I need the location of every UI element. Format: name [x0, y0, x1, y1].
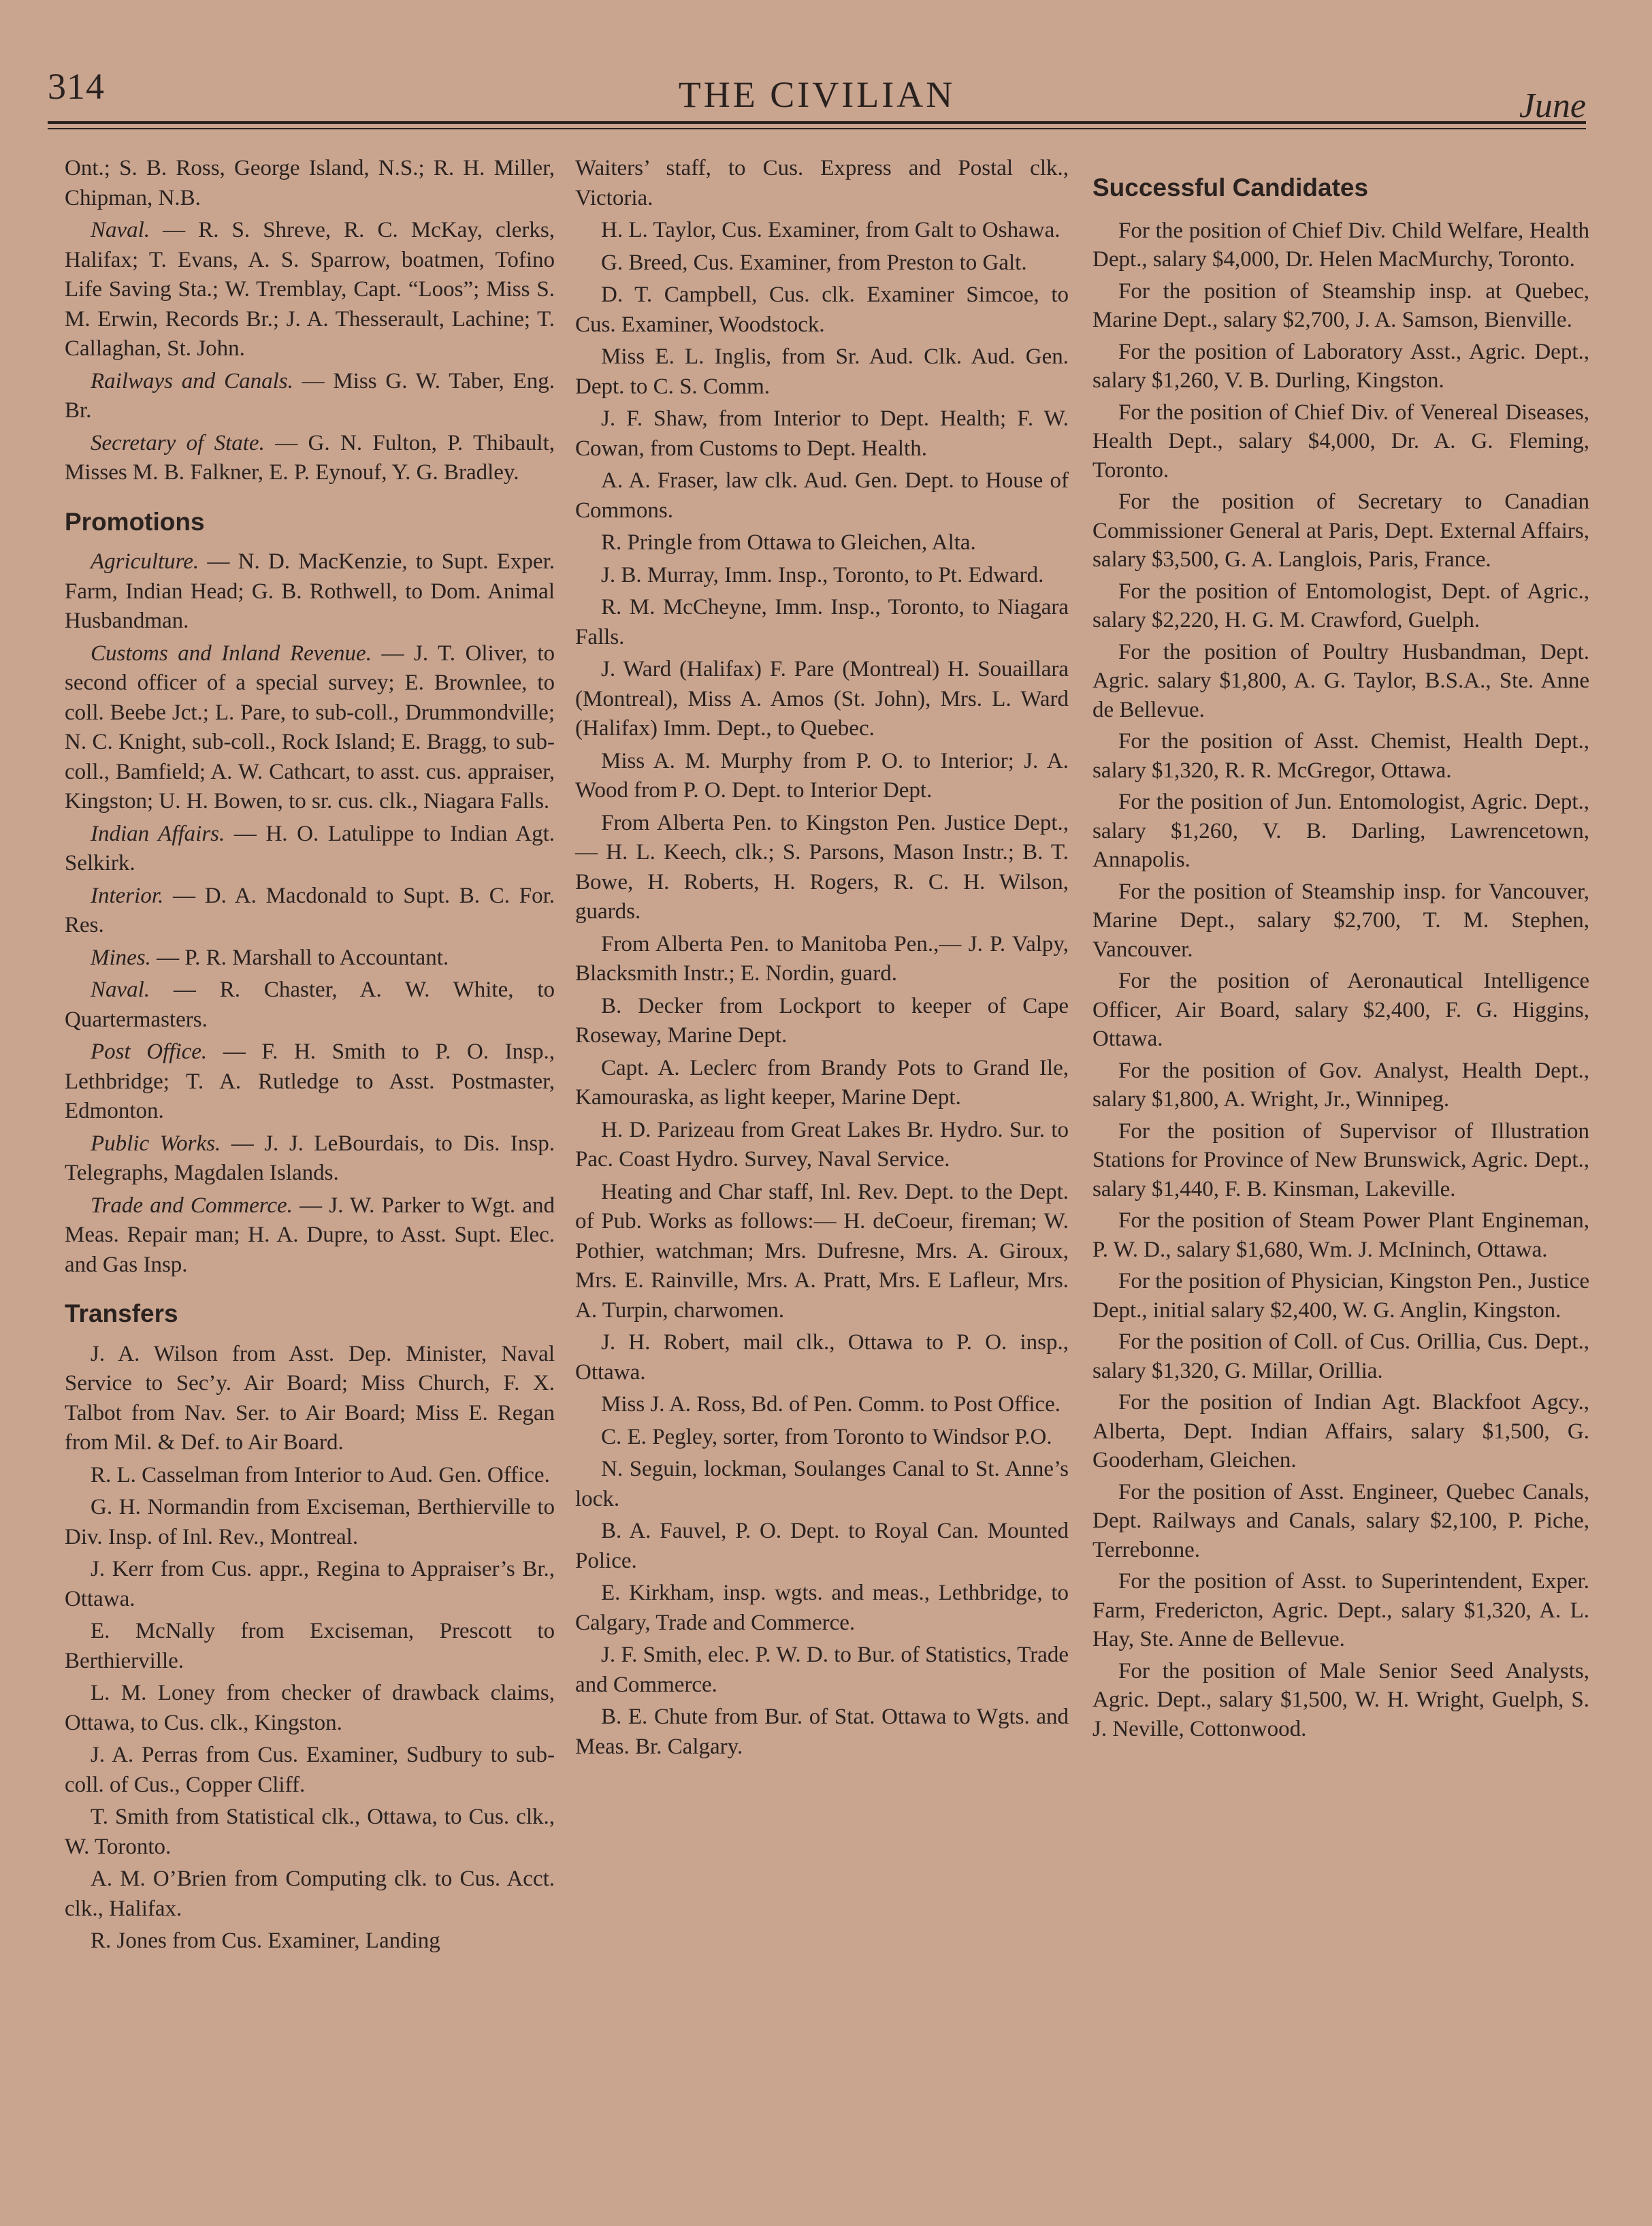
transfer-entry: E. Kirkham, insp. wgts. and meas., Lethbridge, to Calgary, Trade and Commerce. — [575, 1581, 1069, 1635]
transfer-entry: A. M. O’Brien from Computing clk. to Cus. Acct. clk., Halifax. — [65, 1867, 555, 1921]
department-name: Post Office. — [91, 1039, 208, 1064]
promotion-entry — [65, 1191, 555, 1280]
department-name: Naval. — [91, 978, 150, 1002]
transfer-entry: J. Kerr from Cus. appr., Regina to Appraiser’s Br., Ottawa. — [65, 1557, 555, 1611]
candidate-entry: For the position of Entomologist, Dept. of Agric., salary $2,220, H. G. M. Crawford, Guelph. — [1092, 579, 1589, 632]
transfer-entry: J. A. Wilson from Asst. Dep. Minister, Naval Service to Sec’y. Air Board; Miss Church, F. X. Talbot from Nav. Ser. to Air Board; Miss E. Regan from Mil. & Def. to Air Board. — [65, 1341, 555, 1455]
entry-text: — Miss G. W. Taber, Eng. Br. — [65, 368, 555, 423]
appointment-entry — [65, 216, 555, 364]
transfer-entry: J. H. Robert, mail clk., Ottawa to P. O. insp., Ottawa. — [575, 1330, 1069, 1385]
candidate-entry: For the position of Chief Div. of Venereal Diseases, Health Dept., salary $4,000, Dr. A. G. Fleming, Toronto. — [1092, 400, 1589, 483]
transfer-entry: R. Pringle from Ottawa to Gleichen, Alta. — [601, 530, 976, 555]
page-header — [48, 60, 1586, 125]
transfer-entry: H. D. Parizeau from Great Lakes Br. Hydro. Sur. to Pac. Coast Hydro. Survey, Naval Service. — [575, 1117, 1069, 1172]
department-name: Interior. — [91, 883, 164, 908]
candidate-entry: For the position of Aeronautical Intelligence Officer, Air Board, salary $2,400, F. G. Higgins, Ottawa. — [1092, 969, 1589, 1051]
transfer-entry: Miss A. M. Murphy from P. O. to Interior; J. A. Wood from P. O. Dept. to Interior Dept. — [575, 748, 1069, 803]
candidate-entry: For the position of Asst. Engineer, Quebec Canals, Dept. Railways and Canals, salary $2,100, P. Piche, Terrebonne. — [1092, 1479, 1589, 1562]
transfer-entry: J. F. Shaw, from Interior to Dept. Health; F. W. Cowan, from Customs to Dept. Health. — [575, 406, 1069, 461]
transfer-entry: D. T. Campbell, Cus. clk. Examiner Simcoe, to Cus. Examiner, Woodstock. — [575, 283, 1069, 337]
entry-text: — R. Chaster, A. W. White, to Quartermasters. — [65, 978, 555, 1032]
transfer-entry: Miss E. L. Inglis, from Sr. Aud. Clk. Aud. Gen. Dept. to C. S. Comm. — [575, 344, 1069, 399]
transfer-entry: J. F. Smith, elec. P. W. D. to Bur. of Statistics, Trade and Commerce. — [575, 1643, 1069, 1697]
department-name: Public Works. — [91, 1131, 221, 1156]
column-1 — [65, 154, 555, 1959]
candidate-entry: For the position of Supervisor of Illustration Stations for Province of New Brunswick, Agric. Dept., salary $1,440, F. B. Kinsman, Lakeville. — [1092, 1118, 1589, 1201]
transfer-entry: R. Jones from Cus. Examiner, Landing — [91, 1929, 440, 1953]
department-name: Trade and Commerce. — [91, 1193, 293, 1218]
candidate-entry: For the position of Male Senior Seed Analysts, Agric. Dept., salary $1,500, W. H. Wright, Guelph, S. J. Neville, Cottonwood. — [1092, 1658, 1589, 1741]
promotion-entry — [65, 943, 555, 973]
column-2-lead: Waiters’ staff, to Cus. Express and Postal clk., Victoria. — [575, 156, 1069, 210]
candidate-entry: For the position of Laboratory Asst., Agric. Dept., salary $1,260, V. B. Durling, Kingston. — [1092, 339, 1589, 393]
department-name: Naval. — [91, 218, 150, 242]
transfer-entry: A. A. Fraser, law clk. Aud. Gen. Dept. to House of Commons. — [575, 468, 1069, 523]
promotion-entry — [65, 882, 555, 941]
transfer-entry: B. A. Fauvel, P. O. Dept. to Royal Can. Mounted Police. — [575, 1519, 1069, 1573]
transfer-entry: R. M. McCheyne, Imm. Insp., Toronto, to Niagara Falls. — [575, 595, 1069, 649]
transfer-entry: R. L. Casselman from Interior to Aud. Gen. Office. — [91, 1462, 550, 1487]
promotion-entry — [65, 820, 555, 879]
entry-text: — G. N. Fulton, P. Thibault, Misses M. B. Falkner, E. P. Eynouf, Y. G. Bradley. — [65, 430, 555, 485]
entry-text: — D. A. Macdonald to Supt. B. C. For. Res. — [65, 883, 555, 937]
column-1-lead: Ont.; S. B. Ross, George Island, N.S.; R. H. Miller, Chipman, N.B. — [65, 156, 555, 210]
transfer-entry: H. L. Taylor, Cus. Examiner, from Galt to Oshawa. — [601, 218, 1060, 242]
entry-text: — P. R. Marshall to Accountant. — [150, 945, 449, 970]
transfer-entry: J. Ward (Halifax) F. Pare (Montreal) H. Souaillara (Montreal), Miss A. Amos (St. John), Mrs. L. Ward (Halifax) Imm. Dept., to Quebec. — [575, 657, 1069, 741]
section-heading-successful-candidates: Successful Candidates — [1092, 174, 1369, 201]
entry-text: — R. S. Shreve, R. C. McKay, clerks, Halifax; T. Evans, A. S. Sparrow, boatmen, Tofino Life Saving Sta.; W. Tremblay, Capt. “Loos”; Miss S. M. Erwin, Records Br.; J. A. Thesserault, Lachine; T. Callaghan, St. John. — [65, 218, 555, 361]
promotion-entry — [65, 639, 555, 817]
appointment-entry — [65, 367, 555, 426]
candidate-entry: For the position of Poultry Husbandman, Dept. Agric. salary $1,800, A. G. Taylor, B.S.A., Ste. Anne de Bellevue. — [1092, 639, 1589, 722]
transfer-entry: B. E. Chute from Bur. of Stat. Ottawa to Wgts. and Meas. Br. Calgary. — [575, 1705, 1069, 1759]
department-name: Mines. — [91, 945, 151, 970]
transfer-entry: J. B. Murray, Imm. Insp., Toronto, to Pt. Edward. — [601, 562, 1044, 587]
section-heading-promotions: Promotions — [65, 507, 205, 536]
header-rule — [48, 121, 1586, 124]
issue-month: June — [1519, 86, 1586, 125]
transfer-entry: N. Seguin, lockman, Soulanges Canal to St. Anne’s lock. — [575, 1457, 1069, 1511]
department-name: Secretary of State. — [91, 430, 265, 455]
promotion-entry — [65, 975, 555, 1035]
transfer-entry: B. Decker from Lockport to keeper of Cape Roseway, Marine Dept. — [575, 993, 1069, 1048]
appointment-entry — [65, 429, 555, 488]
column-3 — [1092, 174, 1589, 1746]
transfer-entry: J. A. Perras from Cus. Examiner, Sudbury to sub-coll. of Cus., Copper Cliff. — [65, 1743, 555, 1797]
transfer-entry: Capt. A. Leclerc from Brandy Pots to Grand Ile, Kamouraska, as light keeper, Marine Dept. — [575, 1055, 1069, 1110]
transfer-entry: Heating and Char staff, Inl. Rev. Dept. to the Dept. of Pub. Works as follows:— H. deCoeur, fireman; W. Pothier, watchman; Mrs. Dufresne, Mrs. A. Giroux, Mrs. E. Rainville, Mrs. A. Pratt, Mrs. E Lafleur, Mrs. A. Turpin, charwomen. — [575, 1179, 1069, 1323]
candidate-entry: For the position of Jun. Entomologist, Agric. Dept., salary $1,260, V. B. Darling, Lawrencetown, Annapolis. — [1092, 790, 1589, 872]
journal-title: THE CIVILIAN — [678, 74, 956, 115]
promotion-entry — [65, 1037, 555, 1127]
candidate-entry: For the position of Steamship insp. at Quebec, Marine Dept., salary $2,700, J. A. Samson, Bienville. — [1092, 278, 1589, 332]
promotion-entry — [65, 547, 555, 636]
entry-text: — J. T. Oliver, to second officer of a special survey; E. Brownlee, to coll. Beebe Jct.; L. Pare, to sub-coll., Drummondville; N. C. Knight, sub-coll., Rock Island; E. Bragg, to sub-coll., Bamfield; A. W. Cathcart, to asst. cus. appraiser, Kingston; U. H. Bowen, to sr. cus. clk., Niagara Falls. — [65, 641, 555, 813]
candidate-entry: For the position of Secretary to Canadian Commissioner General at Paris, Dept. External Affairs, salary $3,500, G. A. Langlois, Paris, France. — [1092, 489, 1589, 572]
header-rule-thin — [48, 128, 1586, 129]
section-heading-transfers: Transfers — [65, 1300, 178, 1327]
candidate-entry: For the position of Asst. Chemist, Health Dept., salary $1,320, R. R. McGregor, Ottawa. — [1092, 729, 1589, 783]
candidate-entry: For the position of Steamship insp. for Vancouver, Marine Dept., salary $2,700, T. M. Stephen, Vancouver. — [1092, 879, 1589, 962]
transfer-entry: E. McNally from Exciseman, Prescott to Berthierville. — [65, 1619, 555, 1673]
candidate-entry: For the position of Coll. of Cus. Orillia, Cus. Dept., salary $1,320, G. Millar, Orillia. — [1092, 1329, 1589, 1383]
entry-text: — H. O. Latulippe to Indian Agt. Selkirk. — [65, 821, 555, 875]
department-name: Customs and Inland Revenue. — [91, 641, 372, 666]
department-name: Agriculture. — [91, 549, 199, 574]
page-number: 314 — [48, 66, 105, 107]
transfer-entry: From Alberta Pen. to Kingston Pen. Justice Dept., — H. L. Keech, clk.; S. Parsons, Mason Instr.; B. T. Bowe, H. Roberts, H. Rogers, R. C. H. Wilson, guards. — [575, 810, 1069, 924]
promotion-entry — [65, 1129, 555, 1189]
transfer-entry: L. M. Loney from checker of drawback claims, Ottawa, to Cus. clk., Kingston. — [65, 1681, 555, 1735]
transfer-entry: G. H. Normandin from Exciseman, Berthierville to Div. Insp. of Inl. Rev., Montreal. — [65, 1495, 555, 1549]
column-2 — [575, 154, 1069, 1764]
candidate-entry: For the position of Steam Power Plant Engineman, P. W. D., salary $1,680, Wm. J. McIninch, Ottawa. — [1092, 1208, 1589, 1262]
transfer-entry: C. E. Pegley, sorter, from Toronto to Windsor P.O. — [601, 1424, 1052, 1449]
candidate-entry: For the position of Asst. to Superintendent, Exper. Farm, Fredericton, Agric. Dept., salary $1,320, A. L. Hay, Ste. Anne de Bellevue. — [1092, 1569, 1589, 1651]
department-name: Indian Affairs. — [91, 821, 225, 846]
entry-text: — J. W. Parker to Wgt. and Meas. Repair man; H. A. Dupre, to Asst. Supt. Elec. and Gas Insp. — [65, 1193, 555, 1277]
transfer-entry: Miss J. A. Ross, Bd. of Pen. Comm. to Post Office. — [601, 1392, 1061, 1417]
candidate-entry: For the position of Physician, Kingston Pen., Justice Dept., initial salary $2,400, W. G. Anglin, Kingston. — [1092, 1269, 1589, 1323]
candidate-entry: For the position of Chief Div. Child Welfare, Health Dept., salary $4,000, Dr. Helen MacMurchy, Toronto. — [1092, 218, 1589, 272]
entry-text: — N. D. MacKenzie, to Supt. Exper. Farm, Indian Head; G. B. Rothwell, to Dom. Animal Husbandman. — [65, 549, 555, 633]
entry-text: — J. J. LeBourdais, to Dis. Insp. Telegraphs, Magdalen Islands. — [65, 1131, 555, 1185]
department-name: Railways and Canals. — [91, 368, 293, 393]
transfer-entry: From Alberta Pen. to Manitoba Pen.,— J. P. Valpy, Blacksmith Instr.; E. Nordin, guard. — [575, 931, 1069, 986]
candidate-entry: For the position of Gov. Analyst, Health Dept., salary $1,800, A. Wright, Jr., Winnipeg. — [1092, 1058, 1589, 1112]
transfer-entry: T. Smith from Statistical clk., Ottawa, to Cus. clk., W. Toronto. — [65, 1805, 555, 1859]
transfer-entry: G. Breed, Cus. Examiner, from Preston to Galt. — [601, 250, 1027, 275]
entry-text: — F. H. Smith to P. O. Insp., Lethbridge; T. A. Rutledge to Asst. Postmaster, Edmonton. — [65, 1039, 555, 1123]
candidate-entry: For the position of Indian Agt. Blackfoot Agcy., Alberta, Dept. Indian Affairs, salary $1,500, G. Gooderham, Gleichen. — [1092, 1390, 1589, 1472]
